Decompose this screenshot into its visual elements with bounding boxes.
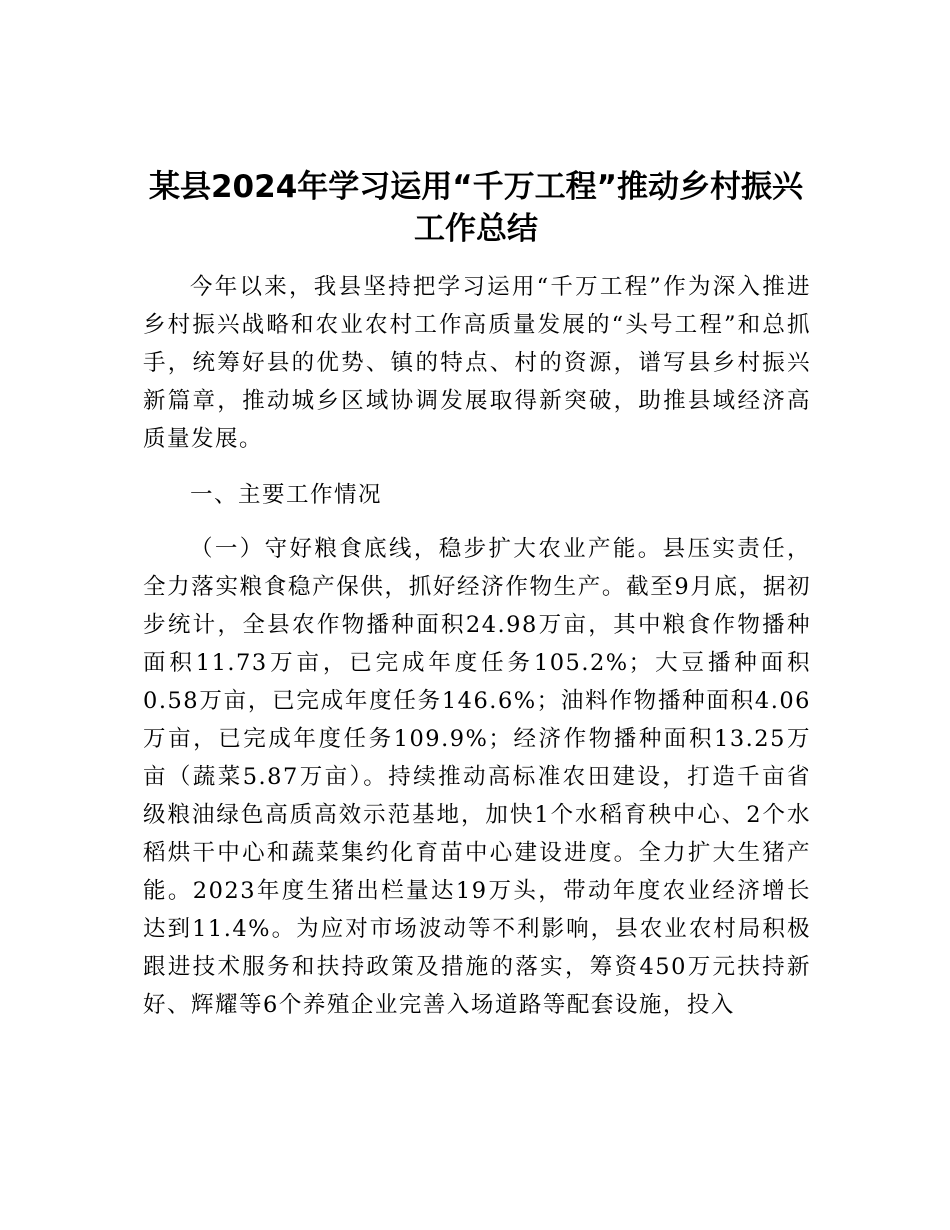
document-body [143,268,811,1024]
intro-paragraph: 今年以来，我县坚持把学习运用“千万工程”作为深入推进乡村振兴战略和农业农村工作高质量发展的“头号工程”和总抓手，统筹好县的优势、镇的特点、村的资源，谱写县乡村振兴新篇章，推动城乡区域协调发展取得新突破，助推县域经济高质量发展。 [143,274,811,452]
section-1-paragraph: （一）守好粮食底线，稳步扩大农业产能。县压实责任，全力落实粮食稳产保供，抓好经济作物生产。截至9月底，据初步统计，全县农作物播种面积24.98万亩，其中粮食作物播种面积11.73万亩，已完成年度任务105.2%；大豆播种面积0.58万亩，已完成年度任务146.6%；油料作物播种面积4.06万亩，已完成年度任务109.9%；经济作物播种面积13.25万亩（蔬菜5.87万亩）。持续推动高标准农田建设，打造千亩省级粮油绿色高质高效示范基地，加快1个水稻育秧中心、2个水稻烘干中心和蔬菜集约化育苗中心建设进度。全力扩大生猪产能。2023年度生猪出栏量达19万头，带动年度农业经济增长达到11.4%。为应对市场波动等不利影响，县农业农村局积极跟进技术服务和扶持政策及措施的落实，筹资450万元扶持新好、辉耀等6个养殖企业完善入场道路等配套设施，投入 [143,536,811,1018]
section-heading: 一、主要工作情况 [190,482,383,508]
document-title: 某县2024年学习运用“千万工程”推动乡村振兴工作总结 [148,169,804,247]
